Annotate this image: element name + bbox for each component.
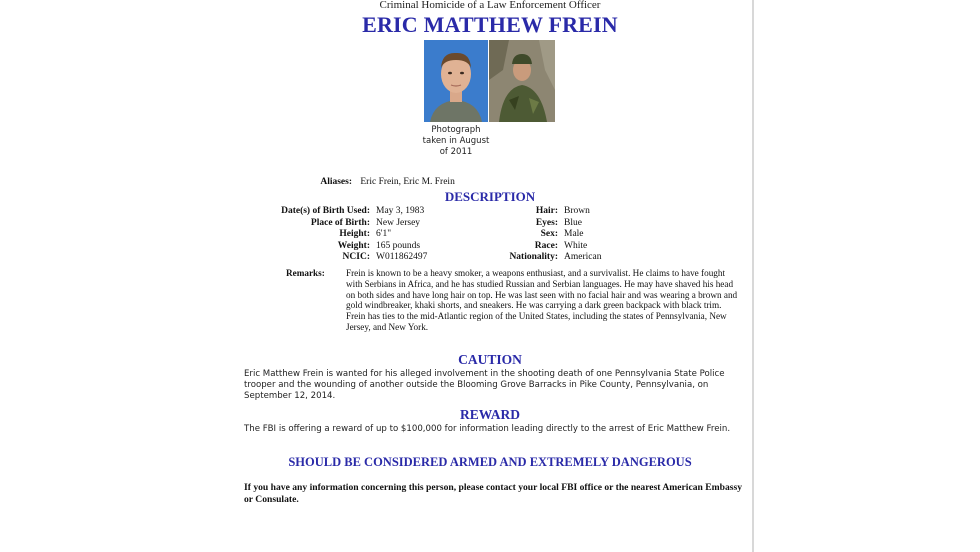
- field-label: Nationality:: [509, 252, 558, 262]
- caution-heading: CAUTION: [458, 352, 522, 367]
- field-label: Race:: [534, 240, 558, 251]
- description-right-fields: [470, 206, 601, 264]
- field-row: [470, 229, 601, 241]
- remarks-block: [280, 268, 740, 333]
- caution-text: Eric Matthew Frein is wanted for his alleged involvement in the shooting death of one Pennsylvania State Police trooper and the wounding of another outside the Blooming Grove Barracks in Pike County, Pennsylvania, on September 12, 2014.: [244, 369, 725, 401]
- field-value: Male: [564, 229, 584, 239]
- page-edge-divider: [752, 0, 754, 552]
- field-label: Hair:: [535, 206, 558, 216]
- contact-instructions: If you have any information concerning this person, please contact your local FBI office or the nearest American Embassy or Consulate.: [244, 482, 743, 505]
- field-row: [470, 241, 601, 253]
- field-value: 165 pounds: [376, 240, 421, 251]
- field-label: Sex:: [540, 229, 558, 239]
- field-row: [240, 252, 427, 264]
- description-left-fields: [240, 206, 427, 264]
- field-value: May 3, 1983: [376, 206, 425, 216]
- field-value: Blue: [564, 217, 582, 228]
- field-label: NCIC:: [342, 252, 370, 262]
- field-label: Place of Birth:: [310, 217, 370, 228]
- field-value: White: [564, 240, 588, 251]
- aliases-value: Eric Frein, Eric M. Frein: [360, 177, 455, 187]
- field-label: Weight:: [337, 240, 370, 251]
- reward-heading: REWARD: [459, 407, 520, 422]
- suspect-photo-camouflage: [489, 40, 555, 122]
- armed-dangerous-warning: SHOULD BE CONSIDERED ARMED AND EXTREMELY DANGEROUS: [288, 455, 692, 469]
- remarks-label: Remarks:: [286, 268, 325, 278]
- field-row: [240, 229, 427, 241]
- aliases-row: [300, 177, 455, 187]
- aliases-label: Aliases:: [320, 177, 352, 187]
- field-row: [470, 252, 601, 264]
- field-label: Eyes:: [535, 217, 558, 228]
- field-value: 6'1": [376, 229, 392, 239]
- suspect-name: ERIC MATTHEW FREIN: [362, 12, 618, 37]
- field-label: Date(s) of Birth Used:: [281, 206, 370, 216]
- field-value: New Jersey: [376, 217, 421, 228]
- description-heading: DESCRIPTION: [444, 189, 536, 204]
- reward-text: The FBI is offering a reward of up to $100,000 for information leading directly to the arrest of Eric Matthew Frein.: [244, 424, 731, 434]
- field-label: Height:: [339, 229, 370, 239]
- poster-subtitle: Criminal Homicide of a Law Enforcement Officer: [379, 0, 601, 11]
- field-row: [240, 241, 427, 253]
- field-value: Brown: [564, 206, 590, 216]
- photo-caption: Photograph taken in August of 2011: [422, 125, 490, 157]
- field-row: [470, 218, 601, 230]
- remarks-text: Frein is known to be a heavy smoker, a weapons enthusiast, and a survivalist. He claims to have fought with Serbians in Africa, and he has studied Russian and Serbian languages. He may have shaved his head on both sides and have long hair on top. He was last seen with no facial hair and was wearing a brown and gold windbreaker, khaki shorts, and sneakers. He was carrying a dark green backpack with black trim. Frein has ties to the mid-Atlantic region of the United States, including the states of Pennsylvania, New Jersey, and New York.: [346, 268, 738, 332]
- suspect-photo-portrait: [424, 40, 488, 122]
- field-row: [470, 206, 601, 218]
- field-value: W011862497: [376, 252, 428, 262]
- field-row: [240, 218, 427, 230]
- field-value: American: [564, 252, 602, 262]
- field-row: [240, 206, 427, 218]
